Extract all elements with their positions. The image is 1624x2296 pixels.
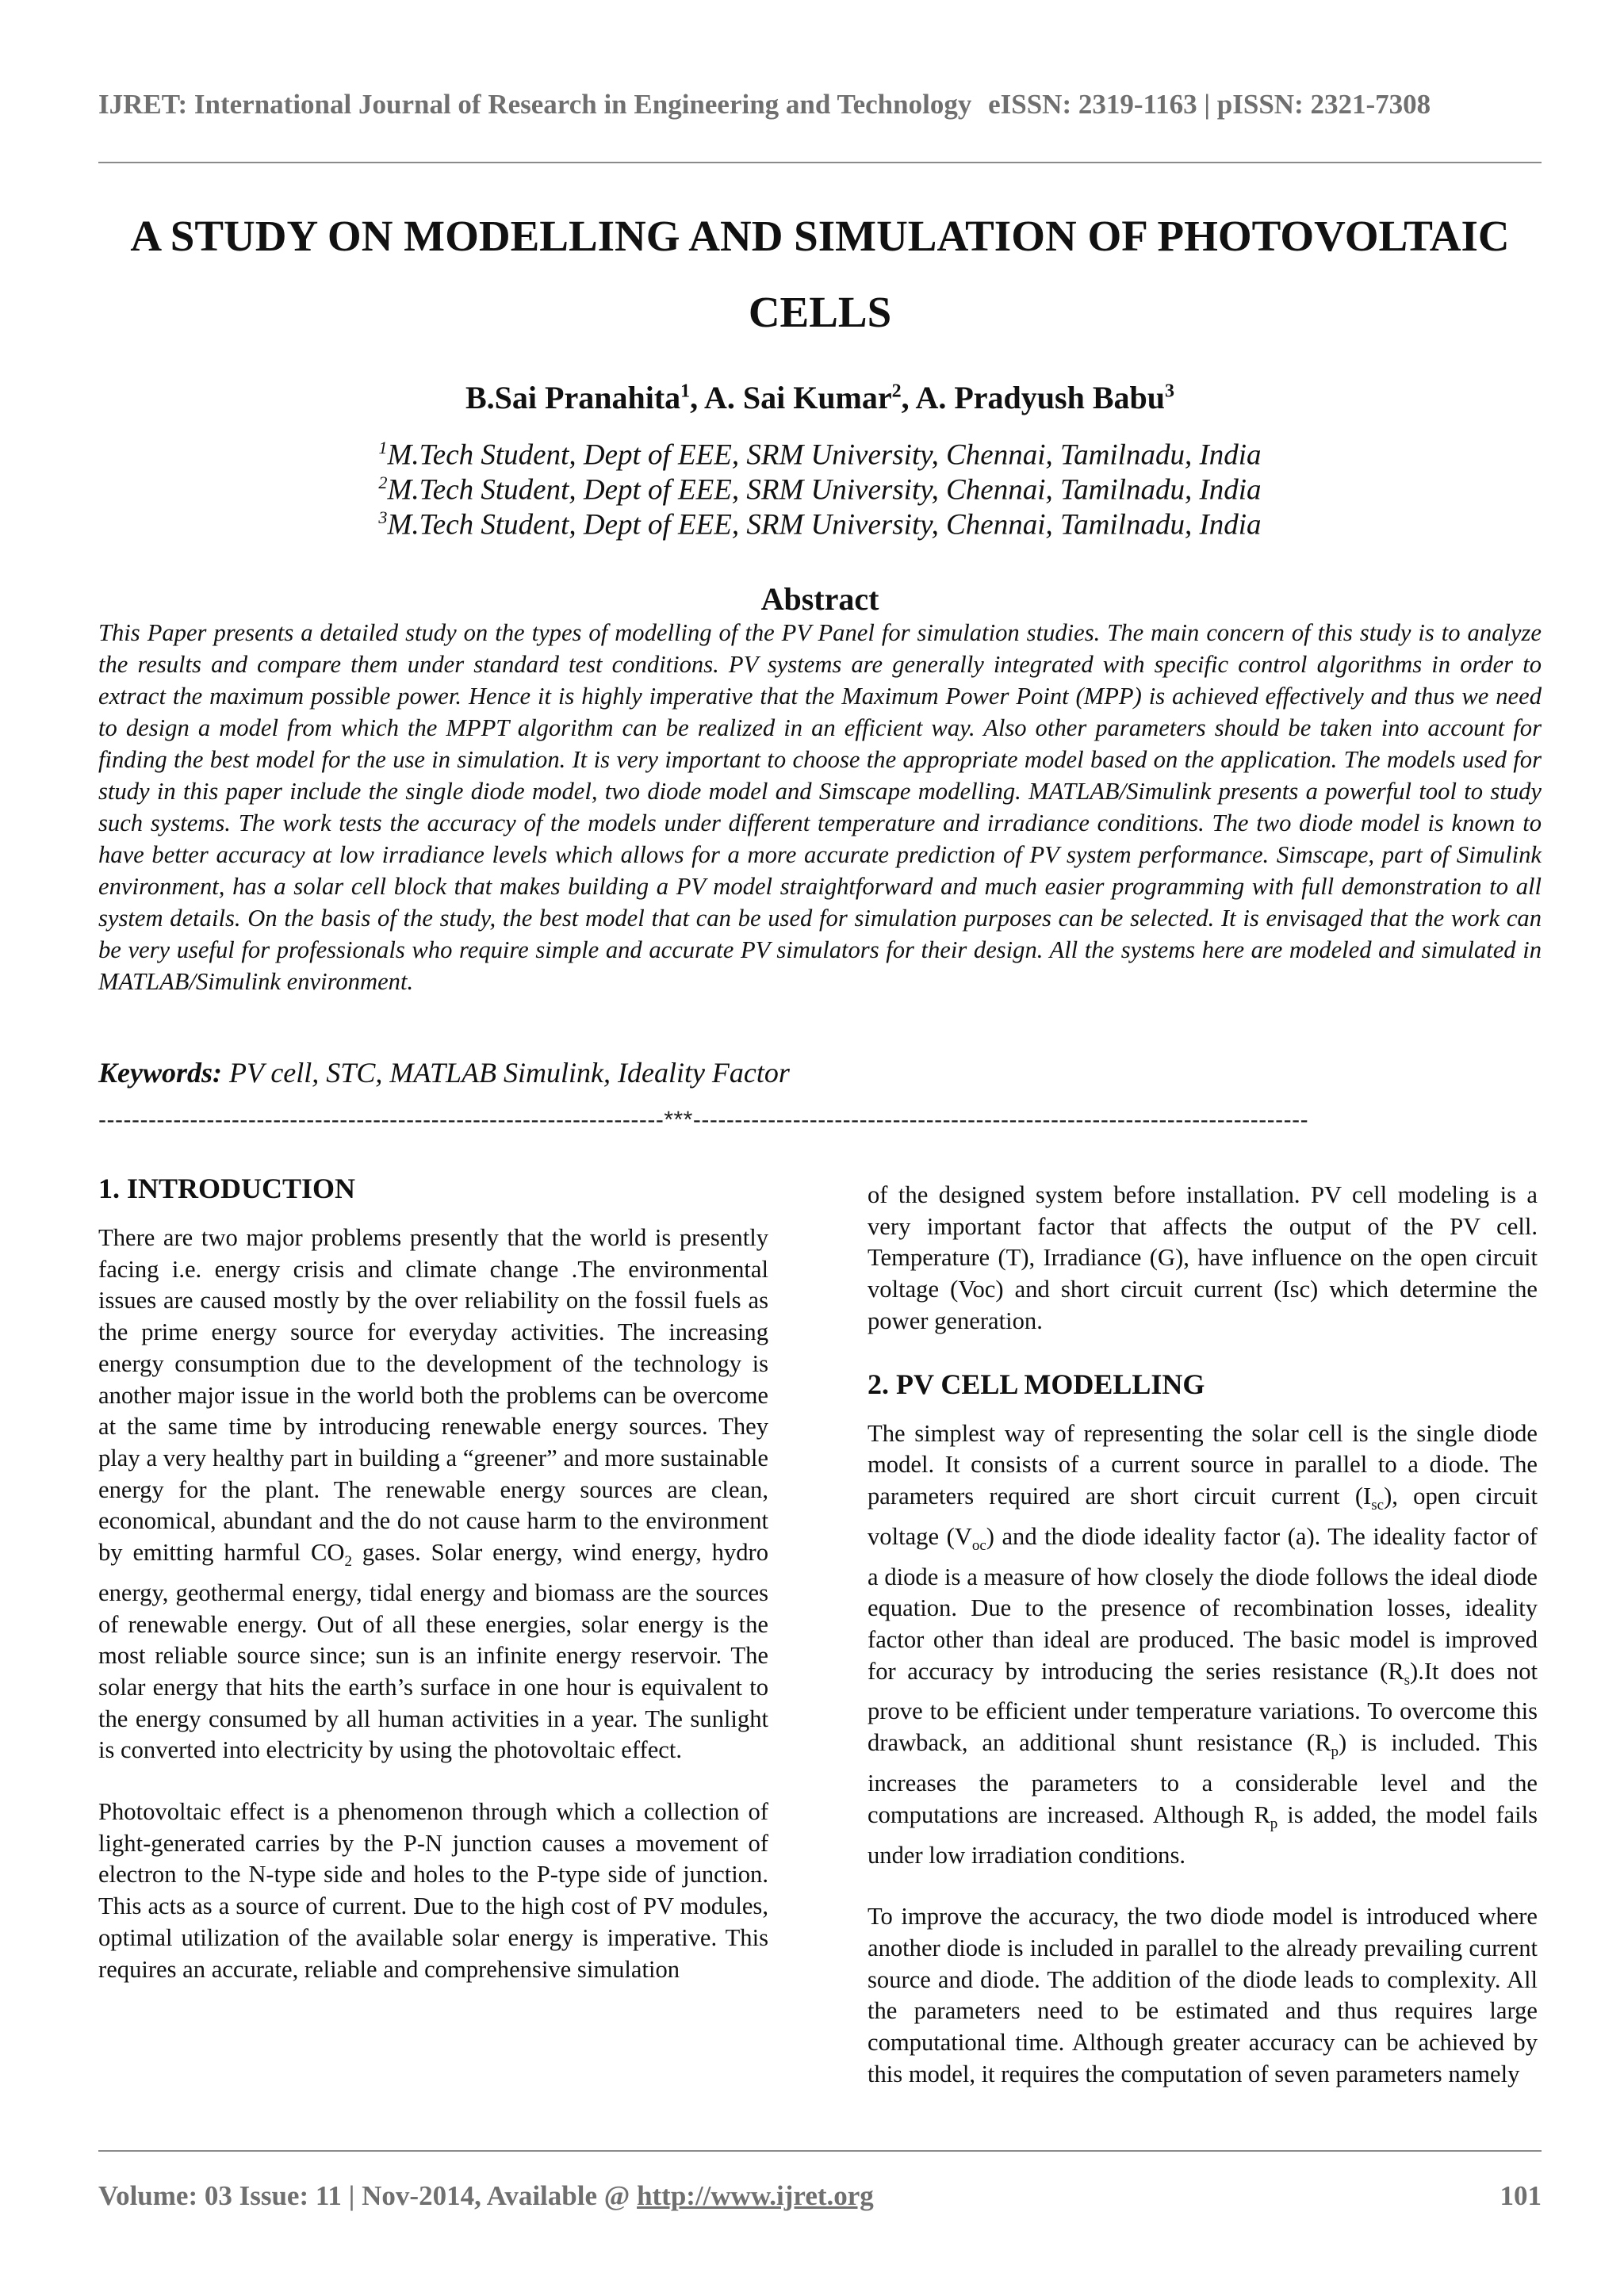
author-list: B.Sai Pranahita$^1$, A. Sai Kumar$^2$, A. Pradyush Babu$^3$ — [465, 380, 1174, 415]
modelling-paragraph-2: To improve the accuracy, the two diode model is introduced where another diode is included in parallel to the already prevailing current source and diode. The addition of the diode leads to complexity. All the parameters need to be estimated and thus requires large computational time. Although greater accuracy can be achieved by this model, it requires the computation of seven parameters namely — [868, 1903, 1538, 2087]
page-footer — [98, 2180, 1542, 2212]
right-column — [868, 1180, 1538, 2120]
section-separator: --------------------------------------------------------------------***-------------------------------------------------------------------------- — [98, 1107, 1309, 1133]
header-rule — [98, 162, 1542, 163]
journal-link[interactable]: http://www.ijret.org — [637, 2180, 874, 2211]
abstract-text: This Paper presents a detailed study on the types of modelling of the PV Panel for simulation studies. The main concern of this study is to analyze the results and compare them under standard test conditions. PV systems are generally integrated with specific control algorithms in order to extract the maximum possible power. Hence it is highly imperative that the Maximum Power Point (MPP) is achieved effectively and thus we need to design a model from which the MPPT algorithm can be realized in an efficient way. Also other parameters should be taken into account for finding the best model for the use in simulation. It is very important to choose the appropriate model based on the application. The models used for study in this paper include the single diode model, two diode model and Simscape modelling. MATLAB/Simulink presents a powerful tool to study such systems. The work tests the accuracy of the models under different temperature and irradiance conditions. The two diode model is known to have better accuracy at low irradiance levels which allows for a more accurate prediction of PV system performance. Simscape, part of Simulink environment, has a solar cell block that makes building a PV model straightforward and much easier programming with full demonstration to all system details. On the basis of the study, the best model that can be used for simulation purposes can be selected. It is envisaged that the work can be very useful for professionals who require simple and accurate PV simulators for their design. All the systems here are modeled and simulated in MATLAB/Simulink environment. — [98, 619, 1542, 995]
paper-title-line-2: CELLS — [748, 288, 892, 336]
affiliation-mark: 3 — [378, 507, 388, 527]
paragraph-text: ) is included. This increases the parameters to a considerable level and the computations are increased. Although R — [868, 1729, 1538, 1828]
affiliation-text: M.Tech Student, Dept of EEE, SRM University, Chennai, Tamilnadu, India — [387, 473, 1262, 507]
paper-title-line-1: A STUDY ON MODELLING AND SIMULATION OF PHOTOVOLTAIC — [130, 212, 1510, 260]
subscript: p — [1270, 1815, 1278, 1832]
keywords — [98, 1056, 1542, 1089]
author-name: A. Sai Kumar — [703, 380, 892, 415]
intro-paragraph-2: Photovoltaic effect is a phenomenon through which a collection of light-generated carries by the P-N junction causes a movement of electron to the N-type side and holes to the P-type side of junction. This acts as a source of current. Due to the high cost of PV modules, optimal utilization of the available solar energy is imperative. This requires an accurate, reliable and comprehensive simulation — [98, 1798, 768, 1983]
affiliation-mark: 1 — [378, 438, 388, 457]
subscript: sc — [1371, 1497, 1385, 1514]
subscript: s — [1404, 1671, 1411, 1689]
author-mark: 3 — [1165, 381, 1174, 402]
author-name: B.Sai Pranahita — [465, 380, 681, 415]
author-mark: 1 — [680, 381, 691, 402]
intro-paragraph-continued: of the designed system before installation. PV cell modeling is a very important factor that affects the output of the PV cell. Temperature (T), Irradiance (G), have influence on the open circuit voltage (Voc) and short circuit current (Isc) which determine the power generation. — [868, 1181, 1538, 1334]
keywords-text: PV cell, STC, MATLAB Simulink, Ideality Factor — [222, 1057, 790, 1089]
affiliation — [98, 473, 1542, 507]
paragraph-text: gases. Solar energy, wind energy, hydro energy, geothermal energy, tidal energy and biomass are the sources of renewable energy. Out of all these energies, solar energy is the most reliable source since; sun is an infinite energy reservoir. The solar energy that hits the earth’s surface in one hour is equivalent to the energy consumed by all human activities in a year. The sunlight is converted into electricity by using the photovoltaic effect. — [98, 1539, 768, 1764]
author-name: A. Pradyush Babu — [915, 380, 1165, 415]
paragraph-text: The simplest way of representing the solar cell is the single diode model. It consists of a current source in parallel to a diode. The parameters required are short circuit current (I — [868, 1419, 1538, 1510]
subscript: oc — [971, 1536, 986, 1554]
affiliation-text: M.Tech Student, Dept of EEE, SRM University, Chennai, Tamilnadu, India — [387, 438, 1262, 472]
paragraph-text: ) and the diode ideality factor (a). The ideality factor of a diode is a measure of how closely the diode follows the ideal diode equation. Due to the presence of recombination losses, ideality factor other than ideal are produced. The basic model is improved for accuracy by introducing the series resistance (R — [868, 1522, 1538, 1685]
page-number: 101 — [1500, 2180, 1542, 2211]
paper-title — [98, 198, 1542, 350]
footer-rule — [98, 2150, 1542, 2152]
keywords-label: Keywords: — [98, 1057, 222, 1089]
paragraph-text: ).It does not prove to be efficient under temperature variations. To overcome this drawback, an additional shunt resistance (R — [868, 1657, 1538, 1757]
intro-paragraph-1 — [98, 1223, 768, 1766]
left-column — [98, 1172, 768, 2015]
paragraph-text: ), open circuit voltage (V — [868, 1482, 1538, 1550]
paragraph-text: There are two major problems presently that the world is presently facing i.e. energy crisis and climate change .The environmental issues are caused mostly by the over reliability on the fossil fuels as the prime energy source for everyday activities. The increasing energy consumption due to the development of the technology is another major issue in the world both the problems can be overcome at the same time by introducing renewable energy sources. They play a very healthy part in building a “greener” and more sustainable energy for the plant. The renewable energy sources are clean, economical, abundant and the do not cause harm to the environment by emitting harmful CO — [98, 1224, 768, 1567]
modelling-paragraph-1 — [868, 1418, 1538, 1872]
section-heading-pv-cell-modelling: 2. PV CELL MODELLING — [868, 1368, 1205, 1400]
subscript: p — [1331, 1743, 1339, 1761]
journal-issn: eISSN: 2319-1163 | pISSN: 2321-7308 — [988, 89, 1431, 120]
affiliation — [98, 507, 1542, 541]
paragraph-text: is added, the model fails under low irradiation conditions. — [868, 1800, 1538, 1869]
affiliation — [98, 438, 1542, 472]
subscript: 2 — [344, 1553, 353, 1571]
affiliation-text: M.Tech Student, Dept of EEE, SRM University, Chennai, Tamilnadu, India — [387, 508, 1262, 541]
journal-name: IJRET: International Journal of Research in Engineering and Technology — [98, 89, 972, 120]
journal-header — [98, 89, 1542, 121]
footer-volume: Volume: 03 Issue: 11 | Nov-2014, Available @ — [98, 2180, 638, 2211]
author-mark: 2 — [891, 381, 902, 402]
section-heading-introduction: 1. INTRODUCTION — [98, 1173, 356, 1204]
abstract-heading: Abstract — [760, 581, 879, 617]
affiliation-mark: 2 — [378, 473, 388, 492]
